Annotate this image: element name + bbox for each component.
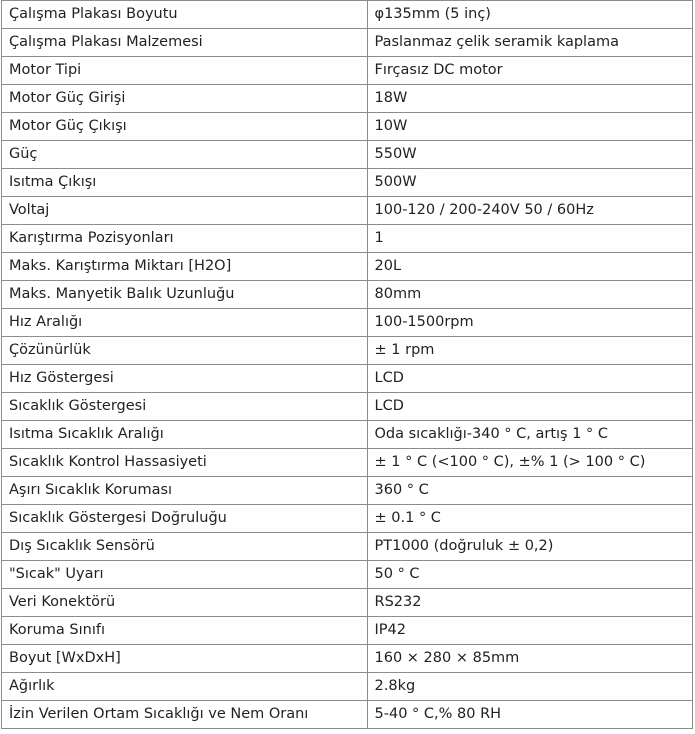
table-row [2, 477, 693, 505]
spec-label-cell: Sıcaklık Göstergesi [2, 393, 368, 421]
spec-label-cell: Sıcaklık Kontrol Hassasiyeti [2, 449, 368, 477]
spec-value-cell: 550W [367, 141, 692, 169]
table-row [2, 225, 693, 253]
spec-value-cell: Paslanmaz çelik seramik kaplama [367, 29, 692, 57]
spec-label-cell: Çalışma Plakası Malzemesi [2, 29, 368, 57]
table-row [2, 505, 693, 533]
spec-value-cell: 360 ° C [367, 477, 692, 505]
spec-value-cell: φ135mm (5 inç) [367, 1, 692, 29]
spec-value-cell: ± 1 ° C (<100 ° C), ±% 1 (> 100 ° C) [367, 449, 692, 477]
spec-value-cell: 20L [367, 253, 692, 281]
table-row [2, 281, 693, 309]
spec-value-cell: 2.8kg [367, 673, 692, 701]
spec-value-cell: 500W [367, 169, 692, 197]
spec-value-cell: 100-120 / 200-240V 50 / 60Hz [367, 197, 692, 225]
table-row [2, 337, 693, 365]
table-row [2, 645, 693, 673]
spec-label-cell: Ağırlık [2, 673, 368, 701]
table-row [2, 393, 693, 421]
table-row [2, 141, 693, 169]
spec-value-cell: LCD [367, 365, 692, 393]
spec-value-cell: 10W [367, 113, 692, 141]
table-row [2, 673, 693, 701]
spec-label-cell: Boyut [WxDxH] [2, 645, 368, 673]
spec-table-body [2, 1, 693, 729]
spec-value-cell: ± 1 rpm [367, 337, 692, 365]
spec-label-cell: "Sıcak" Uyarı [2, 561, 368, 589]
spec-label-cell: Sıcaklık Göstergesi Doğruluğu [2, 505, 368, 533]
table-row [2, 309, 693, 337]
spec-value-cell: 80mm [367, 281, 692, 309]
spec-value-cell: 5-40 ° C,% 80 RH [367, 701, 692, 729]
table-row [2, 589, 693, 617]
table-row [2, 701, 693, 729]
spec-label-cell: Hız Göstergesi [2, 365, 368, 393]
spec-label-cell: Isıtma Çıkışı [2, 169, 368, 197]
table-row [2, 169, 693, 197]
spec-value-cell: ± 0.1 ° C [367, 505, 692, 533]
spec-value-cell: 1 [367, 225, 692, 253]
table-row [2, 85, 693, 113]
spec-label-cell: Dış Sıcaklık Sensörü [2, 533, 368, 561]
spec-label-cell: Motor Güç Çıkışı [2, 113, 368, 141]
spec-label-cell: Isıtma Sıcaklık Aralığı [2, 421, 368, 449]
spec-label-cell: Veri Konektörü [2, 589, 368, 617]
table-row [2, 421, 693, 449]
spec-label-cell: Çözünürlük [2, 337, 368, 365]
spec-label-cell: Hız Aralığı [2, 309, 368, 337]
spec-value-cell: Fırçasız DC motor [367, 57, 692, 85]
spec-label-cell: Maks. Manyetik Balık Uzunluğu [2, 281, 368, 309]
table-row [2, 365, 693, 393]
spec-table [1, 0, 693, 729]
spec-label-cell: Güç [2, 141, 368, 169]
table-row [2, 197, 693, 225]
spec-label-cell: Voltaj [2, 197, 368, 225]
spec-label-cell: Maks. Karıştırma Miktarı [H2O] [2, 253, 368, 281]
table-row [2, 29, 693, 57]
spec-label-cell: Karıştırma Pozisyonları [2, 225, 368, 253]
table-row [2, 1, 693, 29]
table-row [2, 617, 693, 645]
table-row [2, 561, 693, 589]
spec-label-cell: Koruma Sınıfı [2, 617, 368, 645]
spec-value-cell: PT1000 (doğruluk ± 0,2) [367, 533, 692, 561]
spec-value-cell: Oda sıcaklığı-340 ° C, artış 1 ° C [367, 421, 692, 449]
spec-label-cell: Çalışma Plakası Boyutu [2, 1, 368, 29]
table-row [2, 113, 693, 141]
spec-value-cell: 100-1500rpm [367, 309, 692, 337]
spec-value-cell: 160 × 280 × 85mm [367, 645, 692, 673]
table-row [2, 533, 693, 561]
spec-label-cell: Motor Tipi [2, 57, 368, 85]
spec-value-cell: RS232 [367, 589, 692, 617]
spec-value-cell: 50 ° C [367, 561, 692, 589]
spec-value-cell: LCD [367, 393, 692, 421]
table-row [2, 253, 693, 281]
table-row [2, 449, 693, 477]
spec-value-cell: 18W [367, 85, 692, 113]
spec-value-cell: IP42 [367, 617, 692, 645]
spec-label-cell: İzin Verilen Ortam Sıcaklığı ve Nem Oranı [2, 701, 368, 729]
spec-label-cell: Aşırı Sıcaklık Koruması [2, 477, 368, 505]
table-row [2, 57, 693, 85]
spec-label-cell: Motor Güç Girişi [2, 85, 368, 113]
